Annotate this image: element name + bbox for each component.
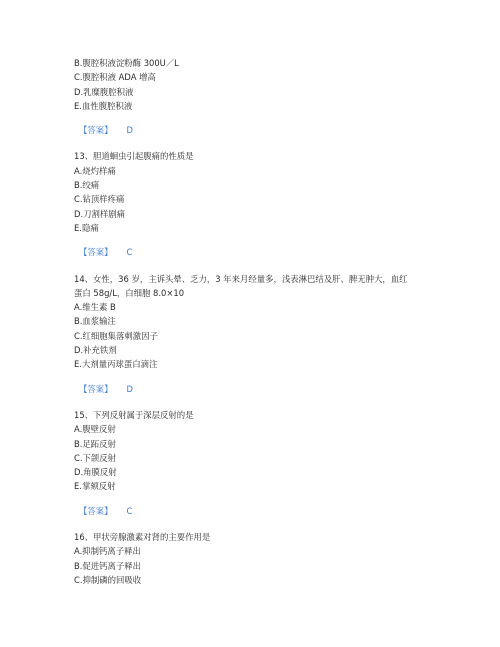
option-d: D.补充铁剂	[74, 345, 117, 356]
option-d: D.乳糜腹腔积液	[74, 86, 134, 97]
answer-line	[74, 504, 444, 518]
question-stem: 13、胆道蛔虫引起腹痛的性质是	[74, 151, 194, 162]
option-c: C.钻顶样疼痛	[74, 194, 125, 205]
option-d: D.角膜反射	[74, 467, 117, 478]
answer-label: 【答案】	[79, 505, 113, 516]
question-12-continuation	[74, 56, 444, 113]
question-stem-line-1: 14、女性，36 岁，主诉头晕、乏力，3 年来月经量多，浅表淋巴结及肝、脾无肿大，血红	[74, 273, 408, 284]
option-b: B.促进钙离子释出	[74, 560, 142, 571]
option-a: A.腹壁反射	[74, 424, 116, 435]
answer-value: D	[126, 383, 133, 394]
answer-label: 【答案】	[79, 125, 113, 136]
question-13	[74, 149, 444, 235]
option-c: C.红细胞集落刺激因子	[74, 330, 158, 341]
option-e: E.血性腹腔积液	[74, 100, 133, 111]
answer-value: D	[126, 125, 133, 136]
answer-value: C	[126, 505, 133, 516]
option-d: D.刀割样剧痛	[74, 208, 125, 219]
option-b: B.绞痛	[74, 180, 100, 191]
question-stem-line-2: 蛋白 58g/L，白细胞 8.0×10	[74, 287, 185, 298]
answer-line	[74, 245, 444, 259]
question-16	[74, 530, 444, 587]
option-c: C.腹腔积液 ADA 增高	[74, 72, 156, 83]
answer-line	[74, 382, 444, 396]
question-list	[74, 56, 444, 587]
option-b: B.腹腔积液淀粉酶 300U／L	[74, 58, 179, 68]
option-c: C.下颌反射	[74, 452, 117, 463]
option-e: E.掌颏反射	[74, 481, 116, 492]
option-a: A.抑制钙离子释出	[74, 546, 141, 557]
option-c: C.抑制磷的回吸收	[74, 574, 142, 585]
answer-label: 【答案】	[79, 247, 113, 258]
question-stem: 16、甲状旁腺激素对肾的主要作用是	[74, 532, 211, 543]
answer-line	[74, 123, 444, 137]
option-b: B.血浆输注	[74, 316, 116, 327]
option-b: B.足跖反射	[74, 438, 116, 449]
question-15	[74, 408, 444, 494]
option-a: A.烧灼样痛	[74, 165, 116, 176]
question-14	[74, 272, 444, 372]
option-e: E.隐痛	[74, 222, 99, 233]
option-a: A.维生素 B	[74, 302, 116, 313]
answer-value: C	[126, 247, 133, 258]
option-e: E.大剂量丙球蛋白滴注	[74, 359, 158, 370]
answer-label: 【答案】	[79, 383, 113, 394]
question-stem: 15、下列反射属于深层反射的是	[74, 409, 194, 420]
